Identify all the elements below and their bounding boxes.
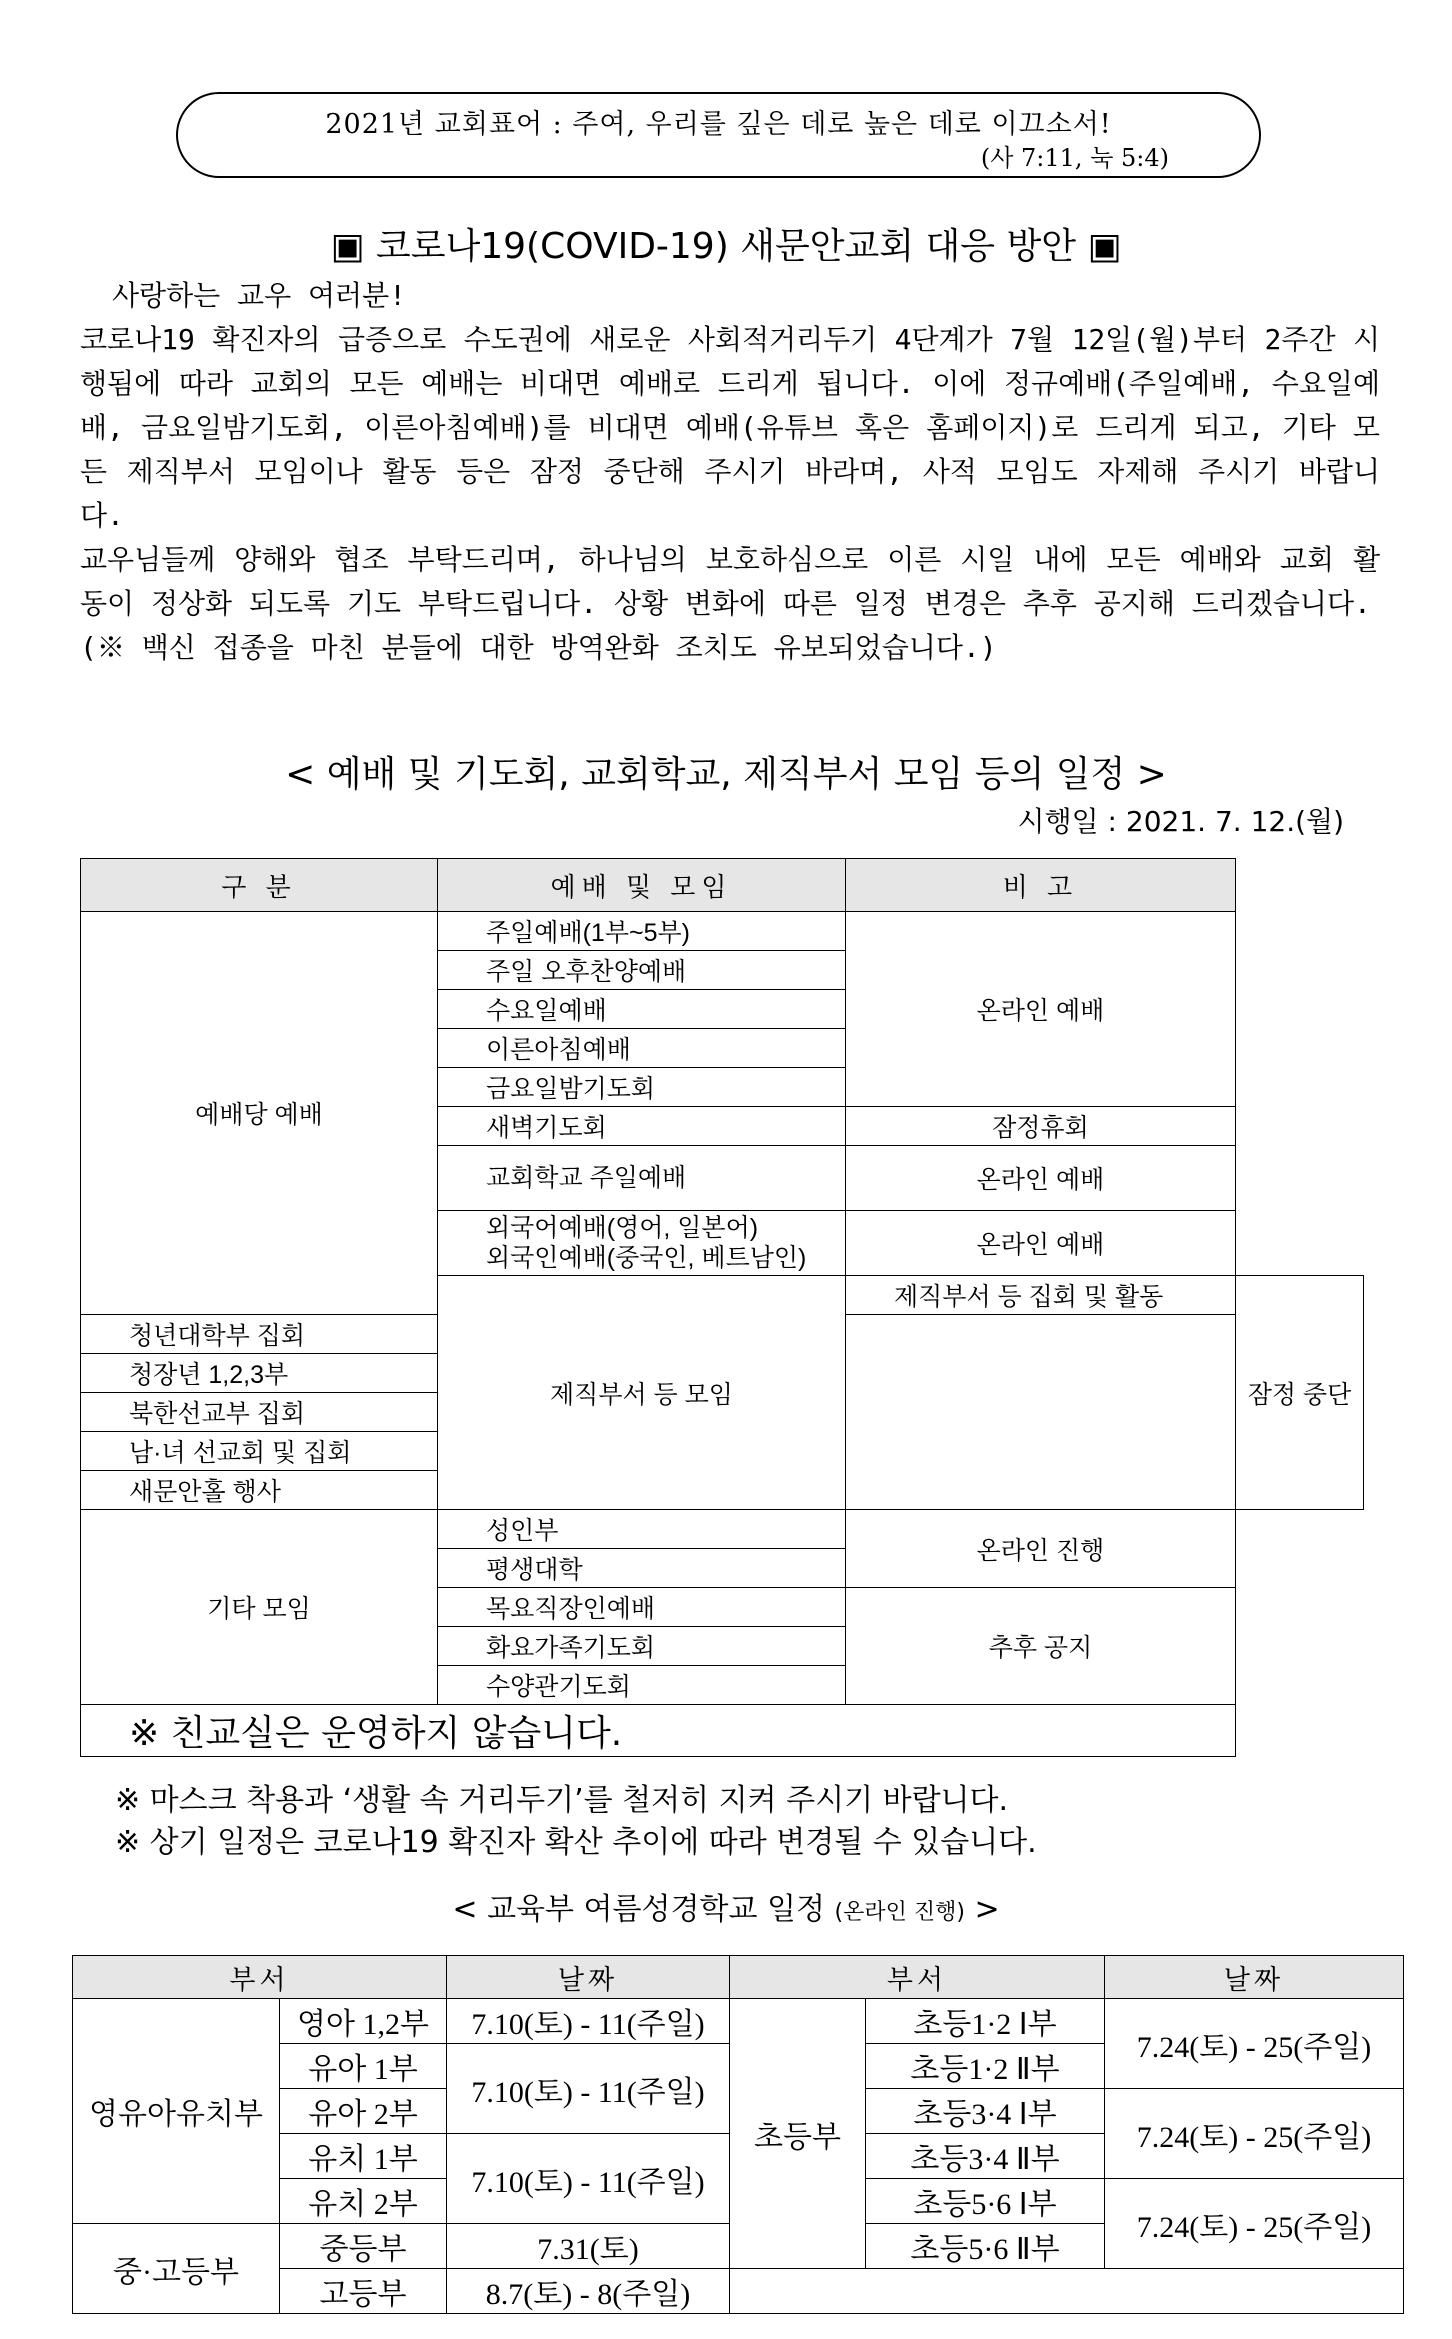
edu-title-text: < 교육부 여름성경학교 일정 (452, 1892, 825, 1927)
group-elementary: 초등부 (730, 1999, 866, 2269)
meeting-item: 화요가족기도회 (438, 1627, 846, 1666)
meeting-item: 새문안홀 행사 (81, 1471, 438, 1510)
church-motto-box (176, 92, 1261, 178)
meeting-item: 이른아침예배 (438, 1029, 846, 1068)
notice-item: ※ 마스크 착용과 ‘생활 속 거리두기’를 철저히 지켜 주시기 바랍니다. (115, 1783, 1009, 1818)
dept-cell: 초등5·6 Ⅰ부 (866, 2179, 1105, 2224)
meeting-item: 청년대학부 집회 (81, 1315, 438, 1354)
header-category: 구 분 (81, 859, 438, 912)
group-secondary: 중·고등부 (73, 2224, 280, 2314)
schedule-table (80, 858, 1364, 1757)
meeting-item: 주일예배(1부~5부) (438, 912, 846, 951)
notice-item: ※ 상기 일정은 코로나19 확진자 확산 추이에 따라 변경될 수 있습니다. (115, 1825, 1037, 1860)
table-header-row (81, 859, 1364, 912)
date-cell: 7.24(토) - 25(주일) (1105, 1999, 1404, 2089)
header-note: 비 고 (846, 859, 1236, 912)
page-title: ▣ 코로나19(COVID-19) 새문안교회 대응 방안 ▣ (330, 226, 1122, 267)
table-footer-row (81, 1705, 1364, 1757)
dept-cell: 초등3·4 Ⅰ부 (866, 2089, 1105, 2134)
note-cell: 온라인 진행 (846, 1510, 1236, 1588)
header-meeting: 예배 및 모임 (438, 859, 846, 912)
greeting: 사랑하는 교우 여러분! (112, 279, 407, 312)
date-cell: 7.24(토) - 25(주일) (1105, 2089, 1404, 2179)
meeting-item (438, 1211, 846, 1276)
meeting-item: 목요직장인예배 (438, 1588, 846, 1627)
dept-cell: 유아 1부 (280, 2044, 447, 2089)
dept-cell: 초등3·4 Ⅱ부 (866, 2134, 1105, 2179)
empty-cell (730, 2269, 1404, 2314)
date-cell: 7.10(토) - 11(주일) (447, 1999, 730, 2044)
edu-schedule-title (0, 1884, 1452, 1928)
note-cell: 온라인 예배 (846, 1211, 1236, 1276)
edu-title-end: > (974, 1892, 1000, 1927)
paragraph-1: 코로나19 확진자의 급증으로 수도권에 새로운 사회적거리두기 4단계가 7월 12일(월)부터 2주간 시행됨에 따라 교회의 모든 예배는 비대면 예배로 드리게 됩니다. 이에 정규예배(주일예배, 수요일예배, 금요일밤기도회, 이른아침예배)를 비대면 예배(유튜브 혹은 홈페이지)로 드리게 되고, 기타 모든 제직부서 모임이나 활동 등은 잠정 중단해 주시기 바라며, 사적 모임도 자제해 주시기 바랍니다. (80, 323, 1380, 532)
note-cell: 추후 공지 (846, 1588, 1236, 1705)
table-footer-note: ※ 친교실은 운영하지 않습니다. (81, 1705, 1236, 1757)
meeting-item: 수양관기도회 (438, 1666, 846, 1705)
meeting-item: 금요일밤기도회 (438, 1068, 846, 1107)
group-staff: 제직부서 등 모임 (438, 1276, 846, 1510)
group-other: 기타 모임 (81, 1510, 438, 1705)
meeting-item: 성인부 (438, 1510, 846, 1549)
edu-title-small: (온라인 진행) (834, 1900, 965, 1925)
edu-schedule-table (72, 1955, 1404, 2314)
effective-date: 시행일 : 2021. 7. 12.(월) (1017, 805, 1344, 838)
meeting-item: 교회학교 주일예배 (438, 1146, 846, 1211)
date-cell: 8.7(토) - 8(주일) (447, 2269, 730, 2314)
announcement-body (80, 274, 1380, 670)
paragraph-2: 교우님들께 양해와 협조 부탁드리며, 하나님의 보호하심으로 이른 시일 내에 모든 예배와 교회 활동이 정상화 되도록 기도 부탁드립니다. 상황 변화에 따른 일정 변경은 추후 공지해 드리겠습니다. (80, 543, 1380, 620)
header-dept: 부서 (730, 1956, 1105, 1999)
header-date: 날짜 (1105, 1956, 1404, 1999)
dept-cell: 유아 2부 (280, 2089, 447, 2134)
dept-cell: 고등부 (280, 2269, 447, 2314)
date-cell: 7.24(토) - 25(주일) (1105, 2179, 1404, 2269)
dept-cell: 유치 1부 (280, 2134, 447, 2179)
date-cell: 7.10(토) - 11(주일) (447, 2044, 730, 2134)
group-worship: 예배당 예배 (81, 912, 438, 1315)
table-row (81, 912, 1364, 951)
schedule-title: < 예배 및 기도회, 교회학교, 제직부서 모임 등의 일정 > (285, 754, 1167, 795)
motto-reference: (사 7:11, 눅 5:4) (980, 144, 1169, 172)
date-cell: 7.10(토) - 11(주일) (447, 2134, 730, 2224)
motto-text: 2021년 교회표어 : 주여, 우리를 깊은 데로 높은 데로 이끄소서! (325, 109, 1112, 140)
meeting-item: 주일 오후찬양예배 (438, 951, 846, 990)
dept-cell: 초등1·2 Ⅱ부 (866, 2044, 1105, 2089)
meeting-item: 평생대학 (438, 1549, 846, 1588)
meeting-item: 수요일예배 (438, 990, 846, 1029)
meeting-item: 청장년 1,2,3부 (81, 1354, 438, 1393)
meeting-item: 남·녀 선교회 및 집회 (81, 1432, 438, 1471)
meeting-item: 북한선교부 집회 (81, 1393, 438, 1432)
note-cell: 잠정 중단 (1235, 1276, 1363, 1510)
dept-cell: 초등1·2 Ⅰ부 (866, 1999, 1105, 2044)
meeting-item: 새벽기도회 (438, 1107, 846, 1146)
dept-cell: 영아 1,2부 (280, 1999, 447, 2044)
note-cell: 온라인 예배 (846, 1146, 1236, 1211)
date-cell: 7.31(토) (447, 2224, 730, 2269)
meeting-item-line: 외국어예배(영어, 일본어) (486, 1214, 759, 1242)
paragraph-3: (※ 백신 접종을 마친 분들에 대한 방역완화 조치도 유보되었습니다.) (80, 631, 997, 664)
note-cell: 잠정휴회 (846, 1107, 1236, 1146)
header-date: 날짜 (447, 1956, 730, 1999)
header-dept: 부서 (73, 1956, 447, 1999)
dept-cell: 유치 2부 (280, 2179, 447, 2224)
table-row (73, 1999, 1404, 2044)
note-cell: 온라인 예배 (846, 912, 1236, 1107)
table-row (81, 1510, 1364, 1549)
group-preschool: 영유아유치부 (73, 1999, 280, 2224)
dept-cell: 초등5·6 Ⅱ부 (866, 2224, 1105, 2269)
meeting-item-line: 외국인예배(중국인, 베트남인) (486, 1244, 807, 1272)
meeting-item: 제직부서 등 집회 및 활동 (846, 1276, 1236, 1315)
table-header-row (73, 1956, 1404, 1999)
notice-list (115, 1780, 1037, 1864)
dept-cell: 중등부 (280, 2224, 447, 2269)
